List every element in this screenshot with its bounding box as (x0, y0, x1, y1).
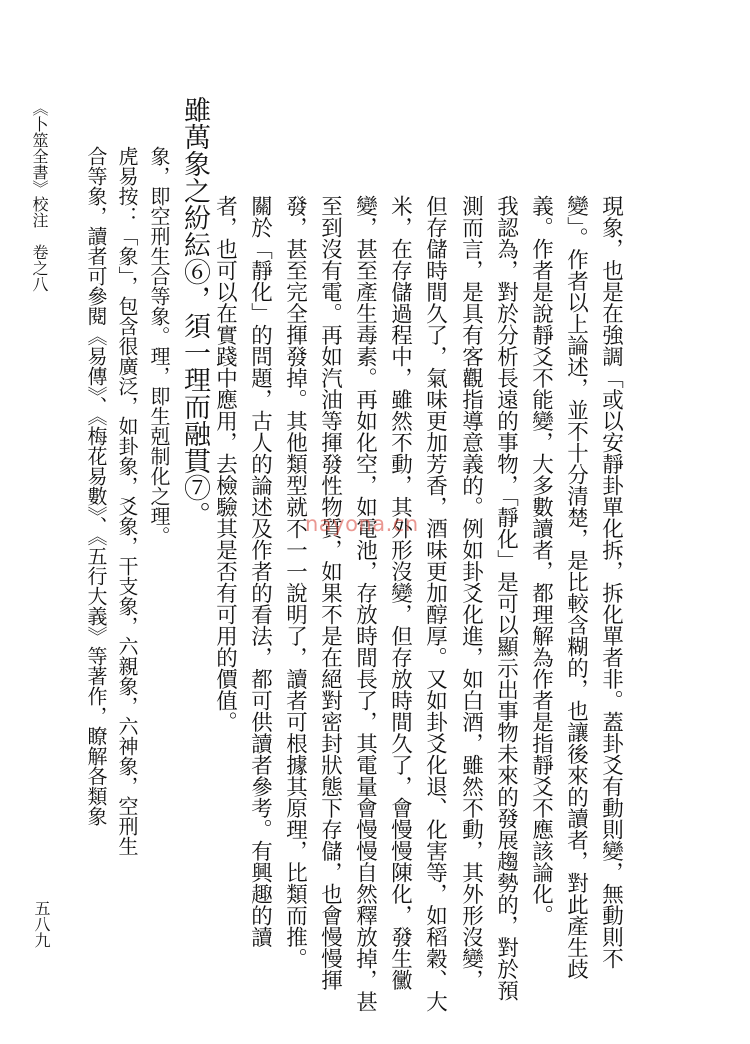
body-column-8: 變，甚至產生毒素。再如化空，如電池，存放時間長了，其電量會慢慢自然釋放掉，甚 (352, 195, 378, 1012)
commentary-column-2: 合等象，讀者可參閱《易傳》、《梅花易數》、《五行大義》等著作，瞭解各類象 (84, 146, 108, 826)
annotation-note: 象，即空刑生合等象。理，即生剋制化之理。 (147, 146, 171, 546)
body-column-5: 測而言，是具有客觀指導意義的。例如卦爻化進，如白酒，雖然不動，其外形沒變， (458, 195, 484, 991)
running-header: 《卜筮全書》校注 卷之八 (30, 100, 49, 292)
body-column-11: 關於「靜化」的問題，古人的論述及作者的看法，都可供讀者參考。有興趣的讀 (247, 195, 273, 948)
body-column-7: 米，在存儲過程中，雖然不動，其外形沒變，但存放時間久了，會慢慢陳化，發生黴 (387, 195, 413, 991)
body-column-4: 我認為，對於分析長遠的事物，「靜化」是可以顯示出事物未來的發展趨勢的，對於預 (493, 195, 519, 1002)
body-column-2: 變」。作者以上論述，並不十分清楚，是比較含糊的，也讓後來的讀者，對此產生歧 (563, 195, 589, 980)
body-column-1: 現象，也是在強調「或以安靜卦單化拆，拆化單者非。蓋卦爻有動則變，無動則不 (598, 195, 624, 969)
body-column-3: 義。作者是說靜爻不能變，大多數讀者，都理解為作者是指靜爻不應該論化。 (528, 195, 554, 926)
page-number: 五八九 (32, 900, 51, 948)
body-column-9: 至到沒有電。再如汽油等揮發性物質，如果不是在絕對密封狀態下存儲，也會慢慢揮 (317, 195, 343, 991)
body-column-12: 者，也可以在實踐中應用，去檢驗其是否有可用的價值。 (212, 195, 238, 733)
body-column-10: 發，甚至完全揮發掉。其他類型就不一一說明了，讀者可根據其原理，比類而推。 (282, 195, 308, 969)
commentary-column-1: 虎易按：「象」，包含很廣泛，如卦象，爻象，干支象，六親象，六神象，空刑生 (115, 146, 139, 856)
body-column-6: 但存儲時間久了，氣味更加芳香，酒味更加醇厚。又如卦爻化退、化害等，如稻穀、大 (422, 195, 448, 1012)
watermark: nayona.cn (305, 512, 419, 536)
main-text: 雖萬象之紛紜⑥，須一理而融貫⑦。 (179, 96, 210, 528)
